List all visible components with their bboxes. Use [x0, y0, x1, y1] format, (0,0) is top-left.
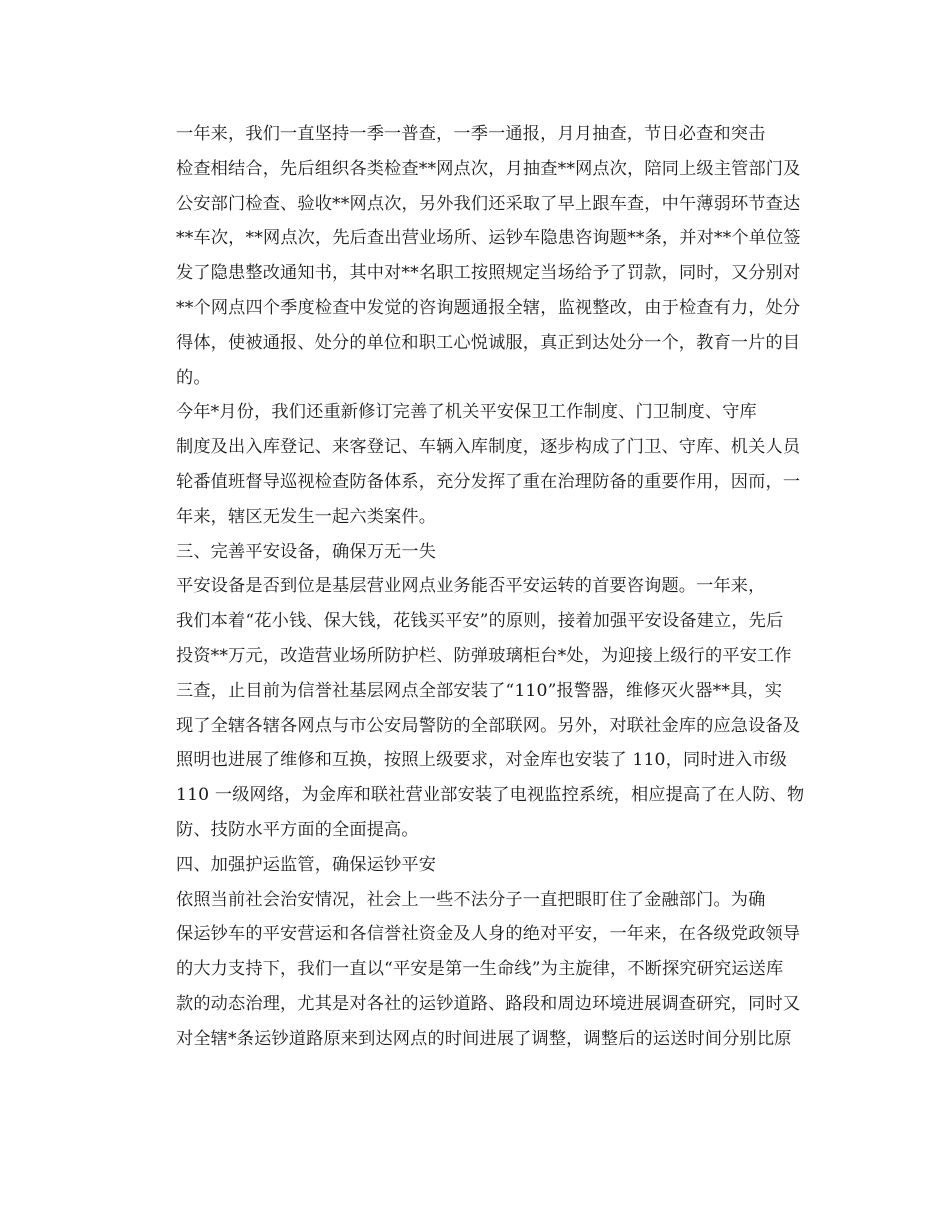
text-line: 得体，使被通报、处分的单位和职工心悦诚服，真正到达处分一个，教育一片的目: [176, 332, 801, 353]
text-line: 对全辖*条运钞道路原来到达网点的时间进展了调整，调整后的运送时间分别比原: [176, 1028, 792, 1049]
text-line: 发了隐患整改通知书，其中对**名职工按照规定当场给予了罚款，同时，又分别对: [176, 263, 801, 284]
text-line: 三查，止目前为信誉社基层网点全部安装了“110”报警器，维修灭火器**具，实: [176, 680, 783, 701]
text-line: 四、加强护运监管，确保运钞平安: [176, 854, 437, 875]
text-line: 现了全辖各辖各网点与市公安局警防的全部联网。另外，对联社金库的应急设备及: [176, 715, 801, 736]
text-line: 一年来，我们一直坚持一季一普查，一季一通报，月月抽查，节日必查和突击: [176, 124, 766, 144]
text-line: 今年*月份，我们还重新修订完善了机关平安保卫工作制度、门卫制度、守库: [176, 402, 757, 423]
text-line: 我们本着“花小钱、保大钱，花钱买平安”的原则，接着加强平安设备建立，先后: [176, 611, 784, 632]
text-line: 110 一级网络，为金库和联社营业部安装了电视监控系统，相应提高了在人防、物: [176, 785, 805, 806]
text-line: 投资**万元，改造营业场所防护栏、防弹玻璃柜台*处，为迎接上级行的平安工作: [176, 645, 792, 666]
text-line: 照明也进展了维修和互换，按照上级要求，对金库也安装了 110，同时进入市级: [176, 750, 788, 771]
text-line: **个网点四个季度检查中发觉的咨询题通报全辖，监视整改，由于检查有力，处分: [176, 297, 801, 318]
paragraph: [141, 883, 810, 1057]
document-body: [141, 117, 810, 1057]
text-line: 轮番值班督导巡视检查防备体系，充分发挥了重在治理防备的重要作用，因而，一: [176, 471, 801, 492]
text-line: 依照当前社会治安情况，社会上一些不法分子一直把眼盯住了金融部门。为确: [176, 889, 766, 910]
text-line: 年来，辖区无发生一起六类案件。: [176, 506, 437, 527]
text-line: 三、完善平安设备，确保万无一失: [176, 541, 437, 562]
text-line: 保运钞车的平安营运和各信誉社资金及人身的绝对平安，一年来，在各级党政领导: [176, 924, 801, 945]
text-line: 的。: [176, 367, 211, 388]
text-line: 制度及出入库登记、来客登记、车辆入库制度，逐步构成了门卫、守库、机关人员: [176, 437, 801, 458]
text-line: 公安部门检查、验收**网点次，另外我们还采取了早上跟车查，中午薄弱环节查达: [176, 193, 801, 214]
text-line: **车次，**网点次，先后查出营业场所、运钞车隐患咨询题**条，并对**个单位签: [176, 228, 801, 249]
text-line: 平安设备是否到位是基层营业网点业务能否平安运转的首要咨询题。一年来，: [176, 576, 766, 597]
text-line: 款的动态治理，尤其是对各社的运钞道路、路段和周边环境进展调查研究，同时又: [176, 993, 801, 1014]
text-line: 防、技防水平方面的全面提高。: [176, 819, 419, 840]
paragraph: [141, 848, 810, 883]
paragraph: [141, 117, 810, 395]
paragraph: [141, 569, 810, 847]
text-line: 的大力支持下，我们一直以“平安是第一生命线”为主旋律，不断探究研究运送库: [176, 959, 784, 980]
text-line: 检查相结合，先后组织各类检查**网点次，月抽查**网点次，陪同上级主管部门及: [176, 158, 801, 179]
paragraph: [141, 535, 810, 570]
paragraph: [141, 395, 810, 534]
